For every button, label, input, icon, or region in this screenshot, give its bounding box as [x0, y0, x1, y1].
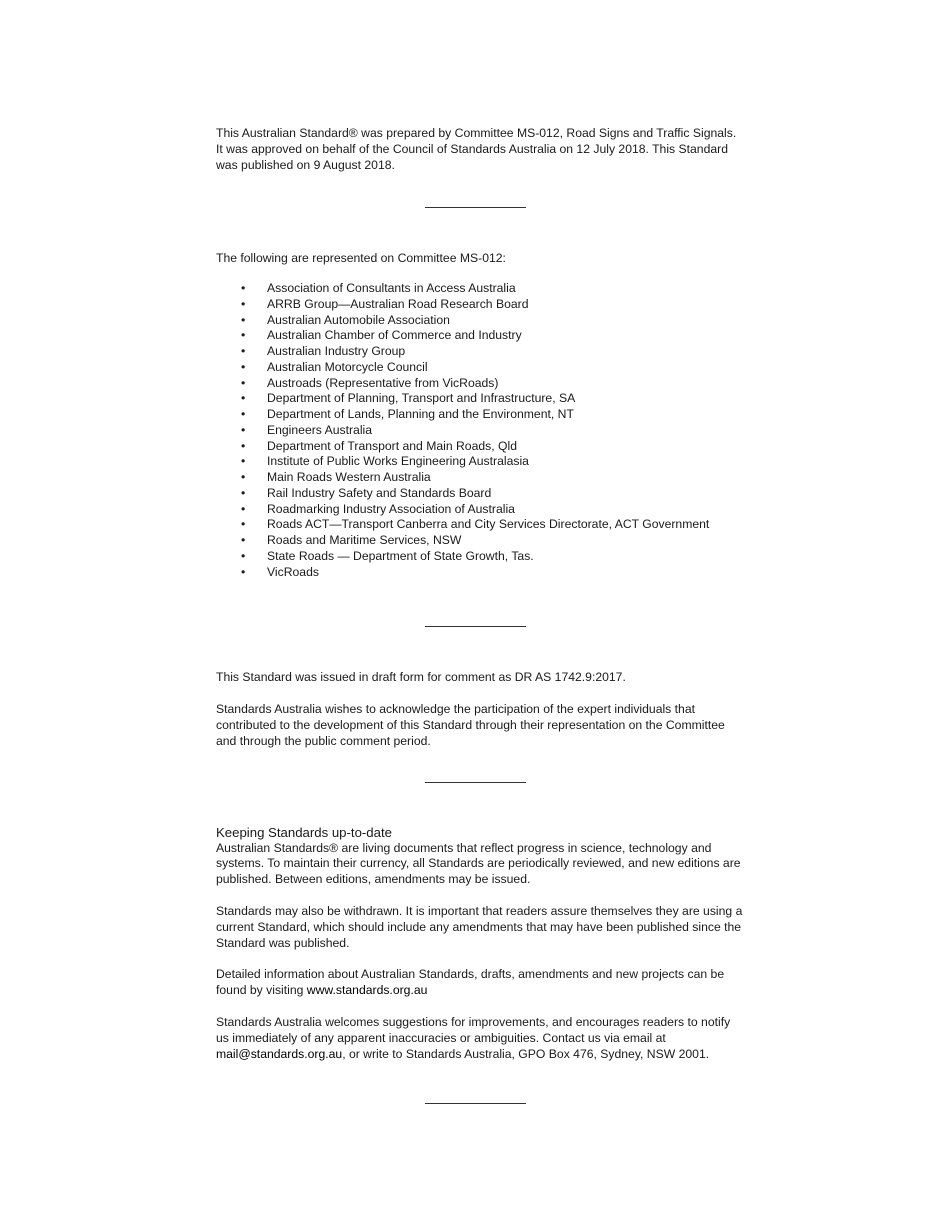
committee-member-label: Roadmarking Industry Association of Australia	[267, 501, 515, 516]
keeping-heading: Keeping Standards up-to-date	[216, 824, 392, 840]
bullet-icon: •	[241, 375, 246, 390]
committee-member-item	[216, 517, 746, 533]
draft-issued-paragraph: This Standard was issued in draft form for comment as DR AS 1742.9:2017.	[216, 670, 626, 685]
bullet-icon: •	[241, 312, 246, 327]
committee-member-item	[216, 549, 746, 565]
bullet-icon: •	[241, 391, 246, 406]
bullet-icon: •	[241, 564, 246, 579]
bullet-icon: •	[241, 328, 246, 343]
keeping-paragraph-1: Australian Standards® are living documents that reflect progress in science, technology and systems. To maintain their currency, all Standards are periodically reviewed, and new editions are published. Between editions, amendments may be issued.	[216, 840, 741, 887]
committee-member-label: Australian Industry Group	[267, 344, 406, 359]
committee-member-item	[216, 376, 746, 392]
committee-member-label: Austroads (Representative from VicRoads)	[267, 375, 499, 390]
committee-member-item	[216, 281, 746, 297]
committee-member-label: VicRoads	[267, 564, 319, 579]
committee-member-item	[216, 360, 746, 376]
keeping-paragraph-3	[216, 967, 746, 999]
committee-member-label: Australian Automobile Association	[267, 312, 450, 327]
committee-member-item	[216, 470, 746, 486]
keeping-paragraph-3-text: Detailed information about Australian Standards, drafts, amendments and new projects can be found by visiting	[216, 967, 725, 998]
committee-member-item	[216, 486, 746, 502]
bullet-icon: •	[241, 344, 246, 359]
committee-member-label: Rail Industry Safety and Standards Board	[267, 485, 492, 500]
email-link[interactable]: mail@standards.org.au	[216, 1046, 343, 1061]
committee-member-label: Main Roads Western Australia	[267, 470, 431, 485]
keeping-paragraph-4	[216, 1015, 746, 1062]
section-divider	[425, 207, 526, 208]
committee-member-item	[216, 391, 746, 407]
bullet-icon: •	[241, 485, 246, 500]
approval-paragraph: This Australian Standard® was prepared by Committee MS-012, Road Signs and Traffic Signals. It was approved on behalf of the Council of Standards Australia on 12 July 2018. This Standard was published on 9 August 2018.	[216, 126, 737, 172]
bullet-icon: •	[241, 438, 246, 453]
committee-member-label: Australian Motorcycle Council	[267, 359, 428, 374]
committee-member-item	[216, 502, 746, 518]
committee-member-list	[216, 281, 746, 580]
committee-member-label: Department of Planning, Transport and Infrastructure, SA	[267, 391, 576, 406]
bullet-icon: •	[241, 548, 246, 563]
committee-member-item	[216, 565, 746, 581]
committee-intro: The following are represented on Committee MS-012:	[216, 251, 506, 266]
keeping-paragraph-2: Standards may also be withdrawn. It is important that readers assure themselves they are using a current Standard, which should include any amendments that may have been published since the Standard was published.	[216, 904, 743, 950]
committee-member-label: Department of Lands, Planning and the Environment, NT	[267, 407, 574, 422]
committee-member-label: Australian Chamber of Commerce and Industry	[267, 328, 522, 343]
bullet-icon: •	[241, 296, 246, 311]
committee-member-label: Institute of Public Works Engineering Australasia	[267, 454, 529, 469]
committee-member-item	[216, 344, 746, 360]
bullet-icon: •	[241, 517, 246, 532]
committee-member-label: Roads ACT—Transport Canberra and City Services Directorate, ACT Government	[267, 517, 710, 532]
bullet-icon: •	[241, 533, 246, 548]
bullet-icon: •	[241, 407, 246, 422]
committee-member-item	[216, 454, 746, 470]
committee-member-item	[216, 423, 746, 439]
section-divider	[425, 782, 526, 783]
committee-member-label: Engineers Australia	[267, 422, 373, 437]
bullet-icon: •	[241, 501, 246, 516]
committee-member-item	[216, 407, 746, 423]
bullet-icon: •	[241, 359, 246, 374]
committee-member-item	[216, 328, 746, 344]
committee-member-label: Roads and Maritime Services, NSW	[267, 533, 462, 548]
committee-member-label: State Roads — Department of State Growth, Tas.	[267, 548, 534, 563]
bullet-icon: •	[241, 470, 246, 485]
document-page	[216, 126, 746, 1104]
committee-member-item	[216, 297, 746, 313]
bullet-icon: •	[241, 281, 246, 296]
section-divider	[425, 626, 526, 627]
committee-member-label: Association of Consultants in Access Australia	[267, 281, 516, 296]
committee-member-label: Department of Transport and Main Roads, Qld	[267, 438, 517, 453]
standards-website-link[interactable]: www.standards.org.au	[306, 983, 428, 998]
committee-member-item	[216, 313, 746, 329]
bullet-icon: •	[241, 454, 246, 469]
keeping-paragraph-4-text: Standards Australia welcomes suggestions for improvements, and encourages readers to notify us immediately of any apparent inaccuracies or ambiguities. Contact us via email at	[216, 1015, 731, 1045]
bullet-icon: •	[241, 422, 246, 437]
section-divider	[425, 1103, 526, 1104]
acknowledgement-paragraph: Standards Australia wishes to acknowledge the participation of the expert individuals that contributed to the development of this Standard through their representation on the Committee and through the public comment period.	[216, 702, 725, 748]
committee-member-item	[216, 439, 746, 455]
keeping-paragraph-4-tail: , or write to Standards Australia, GPO Box 476, Sydney, NSW 2001.	[342, 1046, 710, 1061]
committee-member-item	[216, 533, 746, 549]
committee-member-label: ARRB Group—Australian Road Research Board	[267, 296, 529, 311]
